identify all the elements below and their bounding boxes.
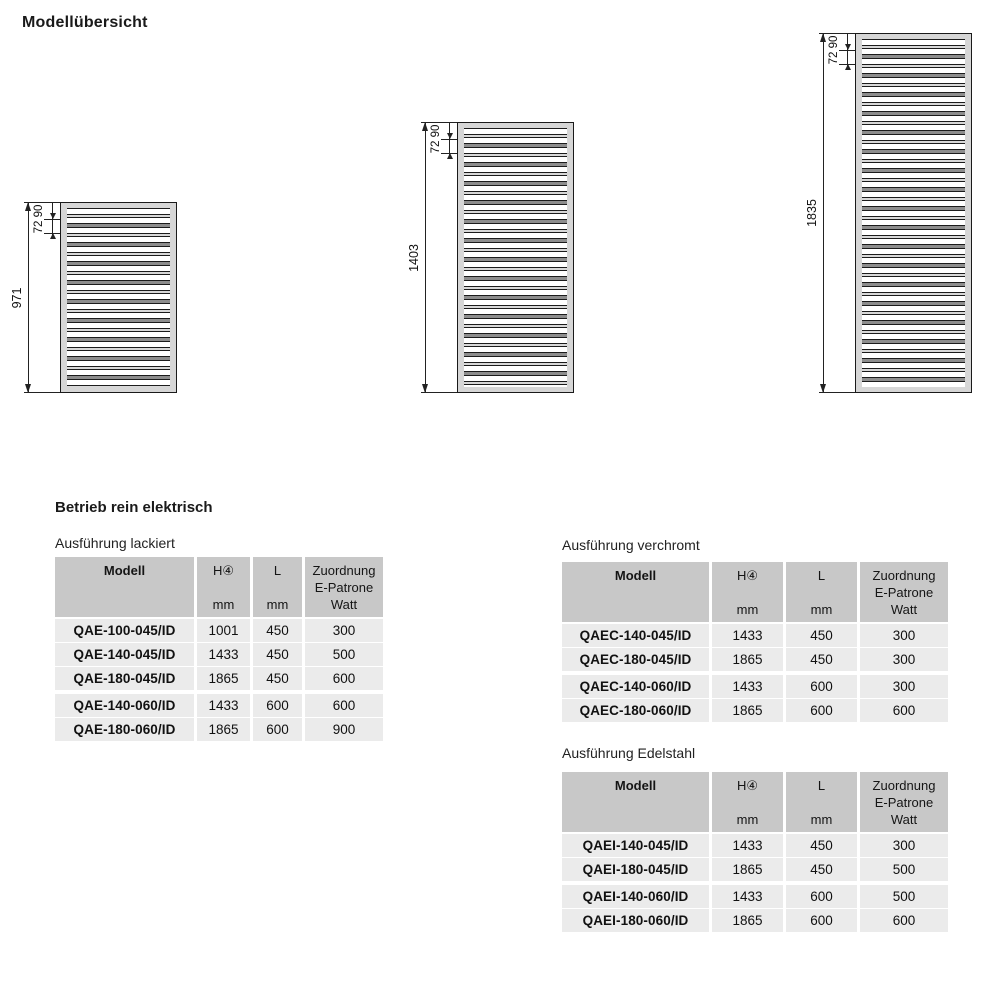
radiator-diagram-large (803, 33, 974, 393)
table-header (562, 562, 948, 622)
height-cell: 1865 (712, 858, 783, 881)
table-row (562, 858, 948, 881)
length-cell: 450 (253, 619, 302, 642)
length-cell: 600 (786, 909, 857, 932)
height-cell: 1865 (712, 648, 783, 671)
watt-cell: 300 (305, 619, 383, 642)
model-cell: QAEC-180-045/ID (562, 648, 709, 671)
table-row (562, 885, 948, 908)
watt-cell: 500 (860, 858, 948, 881)
unit-label: mm (266, 596, 289, 612)
model-cell: QAEC-180-060/ID (562, 699, 709, 722)
arrow-up-icon (447, 153, 453, 159)
table-row (55, 643, 383, 666)
height-cell: 1865 (712, 909, 783, 932)
watt-cell: 300 (860, 675, 948, 698)
length-cell: 450 (786, 648, 857, 671)
dimension-tick (24, 202, 60, 203)
arrow-up-icon (845, 64, 851, 70)
unit-label: mm (810, 601, 833, 617)
radiator-body (60, 202, 177, 393)
height-cell: 1433 (712, 834, 783, 857)
arrow-down-icon (845, 44, 851, 50)
height-cell: 1433 (712, 624, 783, 647)
column-label-height: H④ (736, 778, 759, 793)
length-cell: 450 (786, 858, 857, 881)
column-header-length (786, 772, 857, 832)
height-dimension-label: 1835 (805, 199, 819, 227)
length-cell: 600 (786, 699, 857, 722)
table-row (562, 675, 948, 698)
spec-table-lackiert (55, 557, 383, 742)
model-cell: QAE-140-045/ID (55, 643, 194, 666)
watt-cell: 900 (305, 718, 383, 741)
column-label-watt: Watt (890, 811, 918, 827)
radiator-body (855, 33, 972, 393)
table-row (562, 909, 948, 932)
unit-label: mm (810, 811, 833, 827)
column-label-watt: Watt (330, 596, 358, 612)
length-cell: 600 (786, 885, 857, 908)
height-cell: 1865 (197, 718, 250, 741)
column-label-model: Modell (614, 568, 657, 583)
model-cell: QAE-140-060/ID (55, 694, 194, 717)
model-cell: QAE-100-045/ID (55, 619, 194, 642)
watt-cell: 600 (860, 699, 948, 722)
column-label-assignment: Zuordnung (872, 778, 936, 793)
height-dimension-label: 1403 (407, 243, 421, 272)
table-row (55, 667, 383, 690)
column-label-watt: Watt (890, 601, 918, 617)
watt-cell: 500 (305, 643, 383, 666)
table-row (55, 619, 383, 642)
model-cell: QAE-180-060/ID (55, 718, 194, 741)
column-header-cartridge (305, 557, 383, 617)
table-row (562, 699, 948, 722)
model-cell: QAE-180-045/ID (55, 667, 194, 690)
spec-table-edelstahl (562, 772, 948, 933)
model-cell: QAEC-140-060/ID (562, 675, 709, 698)
watt-cell: 300 (860, 834, 948, 857)
dimension-tick (819, 392, 855, 393)
watt-cell: 600 (860, 909, 948, 932)
arrow-up-icon (25, 202, 31, 211)
table-row (55, 694, 383, 717)
length-cell: 600 (253, 718, 302, 741)
radiator-diagram-medium (405, 122, 576, 393)
length-cell: 450 (786, 834, 857, 857)
section-heading: Betrieb rein elektrisch (55, 499, 213, 516)
arrow-down-icon (447, 133, 453, 139)
table-row (562, 648, 948, 671)
dimension-tick (421, 122, 457, 123)
length-cell: 600 (786, 675, 857, 698)
column-label-cartridge: E-Patrone (314, 579, 374, 595)
column-label-length: L (273, 563, 282, 578)
radiator-tubes (464, 128, 567, 387)
column-header-cartridge (860, 562, 948, 622)
height-cell: 1001 (197, 619, 250, 642)
column-label-length: L (817, 778, 826, 793)
model-cell: QAEI-140-060/ID (562, 885, 709, 908)
length-cell: 450 (253, 667, 302, 690)
radiator-diagram-small (8, 202, 179, 393)
arrow-up-icon (422, 122, 428, 131)
offset-dimension-label: 90 (33, 204, 45, 218)
column-label-cartridge: E-Patrone (874, 584, 934, 600)
model-cell: QAEC-140-045/ID (562, 624, 709, 647)
column-label-assignment: Zuordnung (872, 568, 936, 583)
table-title-lackiert: Ausführung lackiert (55, 535, 175, 551)
column-header-height (712, 772, 783, 832)
length-cell: 600 (253, 694, 302, 717)
height-cell: 1433 (197, 694, 250, 717)
table-row (562, 834, 948, 857)
column-header-cartridge (860, 772, 948, 832)
height-cell: 1865 (712, 699, 783, 722)
page-title: Modellübersicht (22, 14, 148, 31)
dimension-line (28, 202, 29, 393)
watt-cell: 300 (860, 624, 948, 647)
watt-cell: 600 (305, 667, 383, 690)
radiator-tubes (862, 39, 965, 387)
radiator-tubes (67, 208, 170, 387)
unit-label: mm (736, 811, 759, 827)
column-label-model: Modell (614, 778, 657, 793)
column-header-length (253, 557, 302, 617)
dimension-line (425, 122, 426, 393)
dimension-tick (421, 392, 457, 393)
offset-dimension-label: 90 (828, 35, 840, 49)
length-cell: 450 (786, 624, 857, 647)
column-label-length: L (817, 568, 826, 583)
unit-label: mm (736, 601, 759, 617)
arrow-up-icon (820, 33, 826, 42)
pitch-dimension-label: 72 (430, 140, 442, 154)
column-label-assignment: Zuordnung (312, 563, 376, 578)
pitch-dimension-label: 72 (33, 220, 45, 234)
watt-cell: 600 (305, 694, 383, 717)
column-label-model: Modell (103, 563, 146, 578)
dimension-line (823, 33, 824, 393)
height-cell: 1433 (197, 643, 250, 666)
table-title-edelstahl: Ausführung Edelstahl (562, 745, 696, 761)
height-cell: 1433 (712, 885, 783, 908)
radiator-body (457, 122, 574, 393)
spec-table-verchromt (562, 562, 948, 723)
dimension-tick (819, 33, 855, 34)
column-header-model (55, 557, 194, 617)
arrow-up-icon (50, 233, 56, 239)
height-cell: 1433 (712, 675, 783, 698)
unit-label: mm (212, 596, 235, 612)
watt-cell: 500 (860, 885, 948, 908)
model-cell: QAEI-180-045/ID (562, 858, 709, 881)
height-dimension-label: 971 (10, 287, 24, 308)
column-header-height (197, 557, 250, 617)
table-header (562, 772, 948, 832)
column-header-height (712, 562, 783, 622)
table-row (55, 718, 383, 741)
watt-cell: 300 (860, 648, 948, 671)
length-cell: 450 (253, 643, 302, 666)
table-title-verchromt: Ausführung verchromt (562, 537, 700, 553)
dimension-tick (24, 392, 60, 393)
column-label-height: H④ (736, 568, 759, 583)
table-row (562, 624, 948, 647)
height-cell: 1865 (197, 667, 250, 690)
column-header-model (562, 772, 709, 832)
table-header (55, 557, 383, 617)
column-label-height: H④ (212, 563, 235, 578)
arrow-down-icon (50, 213, 56, 219)
model-cell: QAEI-180-060/ID (562, 909, 709, 932)
offset-dimension-label: 90 (430, 124, 442, 138)
column-header-length (786, 562, 857, 622)
column-label-cartridge: E-Patrone (874, 794, 934, 810)
model-cell: QAEI-140-045/ID (562, 834, 709, 857)
column-header-model (562, 562, 709, 622)
pitch-dimension-label: 72 (828, 51, 840, 65)
